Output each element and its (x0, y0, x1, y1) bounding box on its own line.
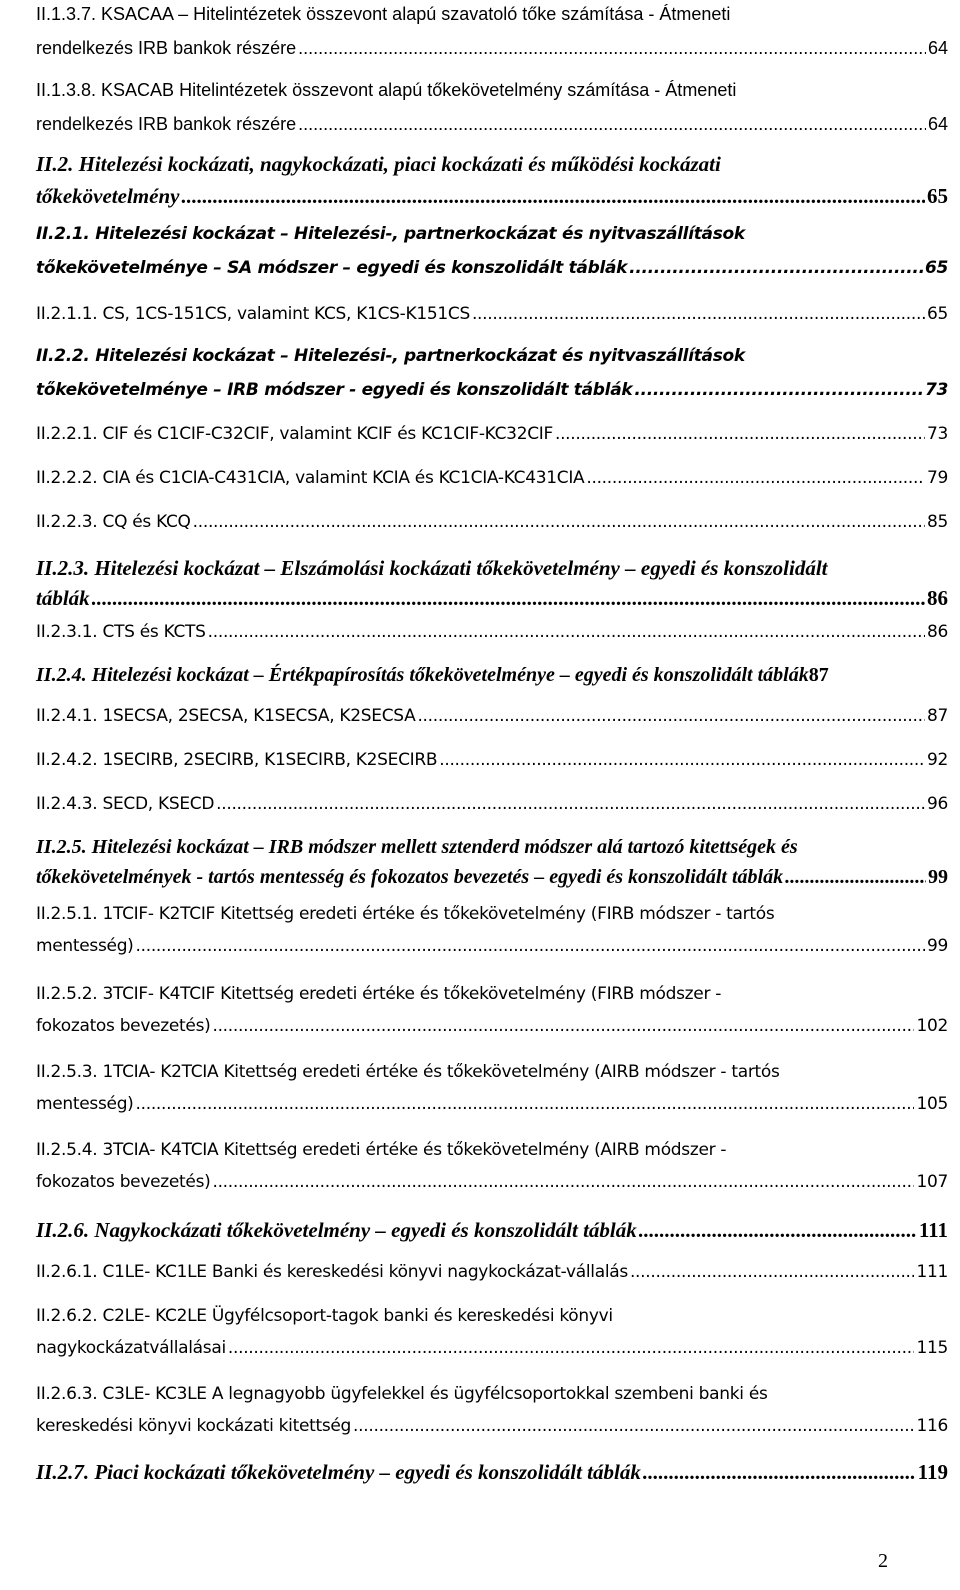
toc-entry-title: II.2.2.2. CIA és C1CIA-C431CIA, valamint KCIA és KC1CIA-KC431CIA (36, 468, 585, 488)
dot-leader (136, 936, 925, 956)
dot-leader (212, 1016, 914, 1036)
toc-page-number: 119 (917, 1460, 948, 1484)
toc-entry-title: II.2.4.2. 1SECIRB, 2SECIRB, K1SECIRB, K2SECIRB (36, 750, 438, 770)
toc-entry-II-2-5-1[interactable] (36, 904, 948, 968)
toc-entry-title: II.2.6.2. C2LE- KC2LE Ügyfélcsoport-tagok banki és kereskedési könyvi (36, 1306, 613, 1326)
toc-entry-title-cont: kereskedési könyvi kockázati kitettség (36, 1416, 352, 1436)
toc-entry-II-2-5[interactable] (36, 836, 948, 896)
toc-entry-title: II.2.6.1. C1LE- KC1LE Banki és kereskedési könyvi nagykockázat-vállalás (36, 1262, 628, 1282)
toc-entry-II-2-6-3[interactable] (36, 1384, 948, 1448)
toc-entry-II-1-3-7[interactable] (36, 4, 948, 68)
toc-page-number: 79 (926, 468, 948, 488)
toc-page-number: 65 (927, 184, 948, 208)
toc-entry-title-cont: fokozatos bevezetés) (36, 1172, 211, 1192)
toc-entry-title-cont: tőkekövetelmények - tartós mentesség és fokozatos bevezetés – egyedi és konszolidált táblák (36, 866, 784, 888)
dot-leader (208, 622, 925, 642)
toc-page-number: 85 (926, 512, 948, 532)
toc-entry-II-2-2-2[interactable] (36, 468, 948, 498)
dot-leader (639, 1218, 917, 1243)
dot-leader (417, 706, 925, 726)
toc-entry-II-2-4-2[interactable] (36, 750, 948, 780)
toc-entry-II-1-3-8[interactable] (36, 80, 948, 144)
toc-page-number: 64 (927, 38, 948, 58)
toc-entry-title-cont: mentesség) (36, 936, 134, 956)
toc-entry-title: II.1.3.7. KSACAA – Hitelintézetek összevont alapú szavatoló tőke számítása - Átmeneti (36, 4, 731, 24)
toc-entry-title-cont: fokozatos bevezetés) (36, 1016, 211, 1036)
dot-leader (472, 304, 925, 324)
toc-page-number: 111 (918, 1218, 948, 1242)
toc-entry-title: II.2. Hitelezési kockázati, nagykockázati, piaci kockázati és működési kockázati (36, 152, 721, 176)
toc-entry-II-2-5-4[interactable] (36, 1140, 948, 1204)
dot-leader (439, 750, 925, 770)
toc-page-number: 73 (924, 380, 948, 400)
dot-leader (586, 468, 925, 488)
dot-leader (630, 1262, 914, 1282)
toc-entry-title: II.2.2.1. CIF és C1CIF-C32CIF, valamint KCIF és KC1CIF-KC32CIF (36, 424, 553, 444)
toc-entry-II-2[interactable] (36, 152, 948, 214)
toc-page-number: 73 (926, 424, 948, 444)
toc-entry-II-2-2-3[interactable] (36, 512, 948, 542)
dot-leader (298, 38, 926, 59)
dot-leader (212, 1172, 914, 1192)
toc-entry-II-2-7[interactable] (36, 1460, 948, 1492)
toc-page-number: 65 (924, 258, 948, 278)
toc-entry-title: II.2.3. Hitelezési kockázat – Elszámolási kockázati tőkekövetelmény – egyedi és konszolidált (36, 556, 828, 580)
toc-entry-II-2-6[interactable] (36, 1218, 948, 1250)
toc-page-number: 86 (926, 622, 948, 642)
dot-leader (785, 866, 926, 889)
toc-page-number: 99 (928, 866, 948, 888)
toc-entry-II-2-1[interactable] (36, 224, 948, 290)
toc-page-number: 96 (926, 794, 948, 814)
toc-entry-title: II.2.5.2. 3TCIF- K4TCIF Kitettség eredeti értéke és tőkekövetelmény (FIRB módszer - (36, 984, 722, 1004)
toc-entry-title: II.2.6.3. C3LE- KC3LE A legnagyobb ügyfelekkel és ügyfélcsoportokkal szembeni banki és (36, 1384, 768, 1404)
toc-entry-II-2-6-1[interactable] (36, 1262, 948, 1292)
toc-entry-II-2-3-1[interactable] (36, 622, 948, 652)
dot-leader (92, 586, 925, 611)
toc-entry-title: II.2.1. Hitelezési kockázat – Hitelezési-, partnerkockázat és nyitvaszállítások (36, 224, 745, 244)
dot-leader (181, 184, 925, 209)
toc-entry-title: II.2.5.1. 1TCIF- K2TCIF Kitettség eredeti értéke és tőkekövetelmény (FIRB módszer - tartós (36, 904, 775, 924)
toc-entry-II-2-5-2[interactable] (36, 984, 948, 1048)
toc-entry-title-cont: tőkekövetelmény (36, 184, 180, 208)
toc-entry-II-2-2-1[interactable] (36, 424, 948, 454)
toc-entry-title-cont: táblák (36, 586, 90, 610)
toc-page-number: 115 (916, 1338, 948, 1358)
dot-leader (353, 1416, 914, 1436)
toc-entry-title-cont: mentesség) (36, 1094, 134, 1114)
toc-entry-II-2-1-1[interactable] (36, 304, 948, 334)
toc-entry-title: II.2.2. Hitelezési kockázat – Hitelezési-, partnerkockázat és nyitvaszállítások (36, 346, 745, 366)
dot-leader (216, 794, 925, 814)
toc-entry-title: II.2.5.4. 3TCIA- K4TCIA Kitettség eredeti értéke és tőkekövetelmény (AIRB módszer - (36, 1140, 727, 1160)
toc-page-number: 86 (927, 586, 948, 610)
toc-entry-title: II.1.3.8. KSACAB Hitelintézetek összevont alapú tőkekövetelmény számítása - Átmeneti (36, 80, 737, 100)
toc-entry-title: II.2.4.1. 1SECSA, 2SECSA, K1SECSA, K2SECSA (36, 706, 416, 726)
toc-entry-title: II.2.4. Hitelezési kockázat – Értékpapírosítás tőkekövetelménye – egyedi és konszolidált táblák (36, 664, 809, 686)
dot-leader (193, 512, 925, 532)
page-footer-number: 2 (878, 1550, 888, 1572)
toc-page-number: 107 (916, 1172, 948, 1192)
dot-leader (555, 424, 925, 444)
toc-page-number: 65 (926, 304, 948, 324)
toc-page-number: 87 (926, 706, 948, 726)
toc-entry-II-2-4-3[interactable] (36, 794, 948, 824)
toc-page-number: 99 (926, 936, 948, 956)
toc-entry-title: II.2.1.1. CS, 1CS-151CS, valamint KCS, K1CS-K151CS (36, 304, 470, 324)
toc-entry-title-cont: tőkekövetelménye – SA módszer – egyedi és konszolidált táblák (36, 258, 628, 278)
toc-page-number: 64 (927, 114, 948, 134)
toc-entry-II-2-2[interactable] (36, 346, 948, 412)
dot-leader (629, 258, 923, 278)
toc-entry-title-cont: tőkekövetelménye – IRB módszer - egyedi és konszolidált táblák (36, 380, 633, 400)
toc-entry-title: II.2.4.3. SECD, KSECD (36, 794, 215, 814)
toc-page-number: 102 (916, 1016, 948, 1036)
toc-entry-II-2-4[interactable] (36, 664, 948, 696)
dot-leader (298, 114, 926, 135)
toc-page-number: 116 (916, 1416, 948, 1436)
toc-page-number: 92 (926, 750, 948, 770)
toc-entry-title-cont: rendelkezés IRB bankok részére (36, 38, 297, 58)
dot-leader (228, 1338, 915, 1358)
toc-page-number: 111 (916, 1262, 948, 1282)
toc-entry-title: II.2.6. Nagykockázati tőkekövetelmény – egyedi és konszolidált táblák (36, 1218, 637, 1242)
toc-entry-II-2-3[interactable] (36, 556, 948, 616)
toc-entry-title: II.2.2.3. CQ és KCQ (36, 512, 191, 532)
toc-page-number: 105 (916, 1094, 948, 1114)
toc-entry-title: II.2.5. Hitelezési kockázat – IRB módszer mellett sztenderd módszer alá tartozó kitettségek és (36, 836, 798, 858)
toc-entry-title-cont: rendelkezés IRB bankok részére (36, 114, 297, 134)
toc-entry-title: II.2.5.3. 1TCIA- K2TCIA Kitettség eredeti értéke és tőkekövetelmény (AIRB módszer - tartós (36, 1062, 780, 1082)
toc-entry-II-2-4-1[interactable] (36, 706, 948, 736)
toc-page-number: 87 (808, 664, 829, 686)
toc-entry-title: II.2.7. Piaci kockázati tőkekövetelmény – egyedi és konszolidált táblák (36, 1460, 641, 1484)
dot-leader (634, 380, 923, 400)
dot-leader (136, 1094, 915, 1114)
toc-entry-II-2-6-2[interactable] (36, 1306, 948, 1370)
toc-entry-title-cont: nagykockázatvállalásai (36, 1338, 226, 1358)
toc-entry-title: II.2.3.1. CTS és KCTS (36, 622, 206, 642)
dot-leader (643, 1460, 916, 1485)
toc-entry-II-2-5-3[interactable] (36, 1062, 948, 1126)
